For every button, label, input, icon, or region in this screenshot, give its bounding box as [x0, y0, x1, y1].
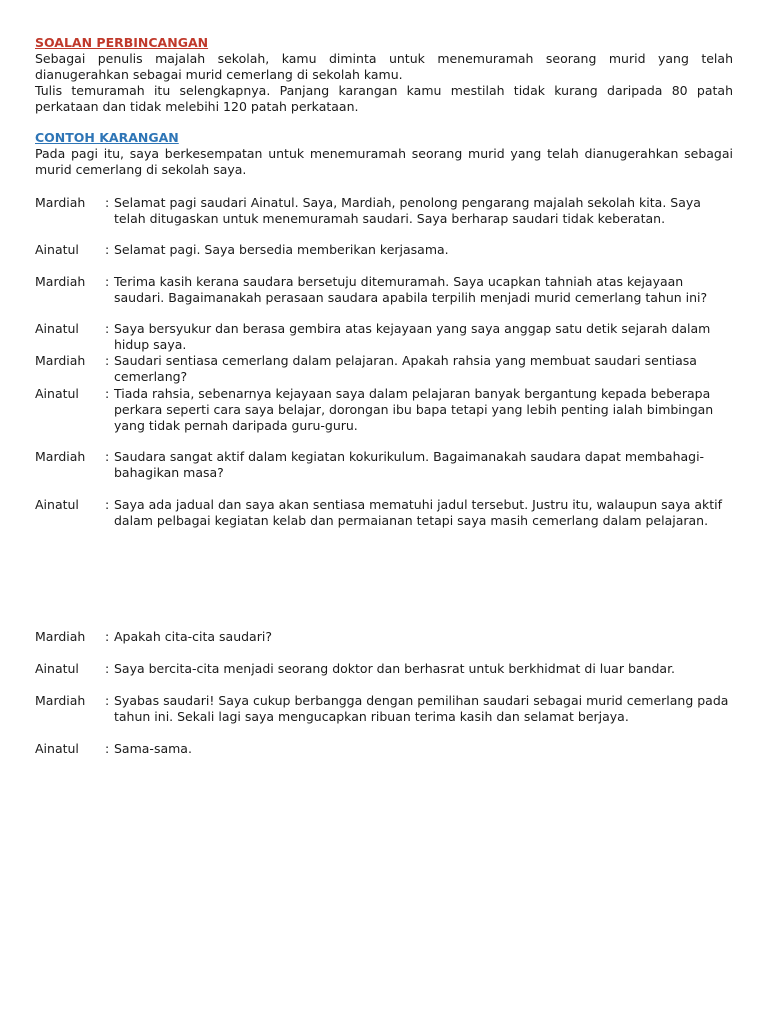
dialogue-text: Saudari sentiasa cemerlang dalam pelajaran. Apakah rahsia yang membuat saudari sentiasa cemerlang? — [114, 353, 697, 384]
speaker-colon: : — [105, 497, 110, 512]
speaker-colon: : — [105, 386, 110, 401]
discussion-paragraph-2: Tulis temuramah itu selengkapnya. Panjang karangan kamu mestilah tidak kurang daripada 80 patah perkataan dan tidak melebihi 120 patah perkataan. — [35, 83, 733, 114]
speaker-colon: : — [105, 195, 110, 210]
speaker-colon: : — [105, 321, 110, 336]
speaker-colon: : — [105, 274, 110, 289]
dialogue-text: Saya bercita-cita menjadi seorang doktor dan berhasrat untuk berkhidmat di luar bandar. — [114, 661, 676, 676]
example-section — [35, 130, 733, 178]
speaker-colon: : — [105, 629, 110, 644]
dialogue-text: Saya ada jadual dan saya akan sentiasa mematuhi jadul tersebut. Justru itu, walaupun saya aktif dalam pelbagai kegiatan kelab dan permaianan tetapi saya masih cemerlang dalam pelajaran. — [114, 497, 723, 528]
dialogue-text: Syabas saudari! Saya cukup berbangga dengan pemilihan saudari sebagai murid cemerlang pada tahun ini. Sekali lagi saya mengucapkan ribuan terima kasih dan selamat berjaya. — [114, 693, 729, 724]
example-intro: Pada pagi itu, saya berkesempatan untuk menemuramah seorang murid yang telah dianugerahkan sebagai murid cemerlang di sekolah saya. — [35, 146, 733, 177]
discussion-heading: SOALAN PERBINCANGAN — [35, 35, 209, 50]
speaker-colon: : — [105, 661, 110, 676]
speaker-name: Ainatul — [35, 741, 79, 756]
speaker-name: Mardiah — [35, 449, 86, 464]
dialogue-text: Saudara sangat aktif dalam kegiatan kokurikulum. Bagaimanakah saudara dapat membahagi-bahagikan masa? — [114, 449, 705, 480]
speaker-colon: : — [105, 353, 110, 368]
dialogue-text: Saya bersyukur dan berasa gembira atas kejayaan yang saya anggap satu detik sejarah dalam hidup saya. — [114, 321, 711, 352]
speaker-name: Ainatul — [35, 497, 79, 512]
speaker-colon: : — [105, 741, 110, 756]
speaker-name: Mardiah — [35, 353, 86, 368]
speaker-name: Mardiah — [35, 629, 86, 644]
dialogue-text: Selamat pagi saudari Ainatul. Saya, Mardiah, penolong pengarang majalah sekolah kita. Saya telah ditugaskan untuk menemuramah saudari. Saya berharap saudari tidak keberatan. — [114, 195, 701, 226]
speaker-colon: : — [105, 242, 110, 257]
speaker-name: Ainatul — [35, 661, 79, 676]
example-heading: CONTOH KARANGAN — [35, 130, 179, 145]
dialogue-text: Apakah cita-cita saudari? — [114, 629, 272, 644]
speaker-name: Ainatul — [35, 386, 79, 401]
speaker-colon: : — [105, 449, 110, 464]
speaker-colon: : — [105, 693, 110, 708]
discussion-paragraph-1: Sebagai penulis majalah sekolah, kamu diminta untuk menemuramah seorang murid yang telah dianugerahkan sebagai murid cemerlang di sekolah kamu. — [35, 51, 733, 82]
dialogue-text: Tiada rahsia, sebenarnya kejayaan saya dalam pelajaran banyak bergantung kepada beberapa perkara seperti cara saya belajar, dorongan ibu bapa tetapi yang lebih penting ialah bimbingan yang tidak pernah daripada guru-guru. — [114, 386, 714, 433]
dialogue-text: Terima kasih kerana saudara bersetuju ditemuramah. Saya ucapkan tahniah atas kejayaan saudari. Bagaimanakah perasaan saudara apabila terpilih menjadi murid cemerlang tahun ini? — [114, 274, 708, 305]
speaker-name: Ainatul — [35, 242, 79, 257]
discussion-section — [35, 35, 733, 115]
speaker-name: Mardiah — [35, 195, 86, 210]
speaker-name: Ainatul — [35, 321, 79, 336]
dialogue-text: Sama-sama. — [114, 741, 192, 756]
dialogue-text: Selamat pagi. Saya bersedia memberikan kerjasama. — [114, 242, 449, 257]
speaker-name: Mardiah — [35, 693, 86, 708]
speaker-name: Mardiah — [35, 274, 86, 289]
